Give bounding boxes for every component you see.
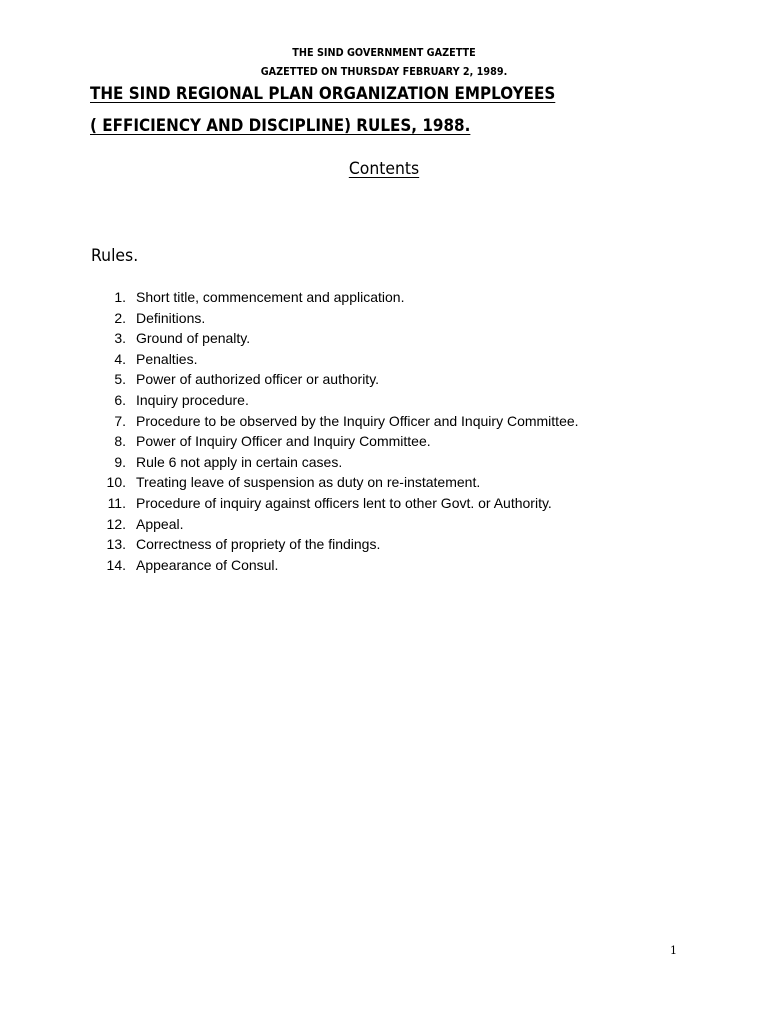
list-item — [0, 493, 768, 514]
list-item — [0, 369, 768, 390]
rule-number: 5. — [114, 371, 126, 388]
gazette-date: GAZETTED ON THURSDAY FEBRUARY 2, 1989. — [260, 66, 508, 78]
rule-title: Procedure of inquiry against officers lent to other Govt. or Authority. — [136, 494, 552, 511]
rule-number: 3. — [114, 330, 126, 347]
rule-title: Treating leave of suspension as duty on re-instatement. — [136, 474, 481, 491]
list-item — [0, 308, 768, 329]
rule-title: Appearance of Consul. — [136, 556, 279, 573]
rule-number: 6. — [114, 391, 126, 408]
rule-number: 14. — [106, 556, 126, 573]
rule-title: Rule 6 not apply in certain cases. — [136, 453, 343, 470]
rule-number: 8. — [114, 433, 126, 450]
rule-title: Appeal. — [136, 515, 184, 532]
rule-number: 9. — [114, 453, 126, 470]
list-item — [0, 452, 768, 473]
rules-heading: Rules. — [91, 246, 139, 266]
gazette-name: THE SIND GOVERNMENT GAZETTE — [292, 47, 476, 59]
rule-title: Penalties. — [136, 350, 198, 367]
rule-number: 13. — [106, 536, 126, 553]
rule-number: 4. — [114, 350, 126, 367]
rule-title: Inquiry procedure. — [136, 391, 249, 408]
rule-title: Correctness of propriety of the findings. — [136, 536, 381, 553]
list-item — [0, 472, 768, 493]
list-item — [0, 534, 768, 555]
rules-list — [0, 287, 768, 575]
rule-title: Short title, commencement and application. — [136, 289, 405, 305]
list-item — [0, 555, 768, 576]
rule-number: 7. — [114, 412, 126, 429]
rule-number: 12. — [106, 515, 126, 532]
list-item — [0, 390, 768, 411]
rule-title: Procedure to be observed by the Inquiry Officer and Inquiry Committee. — [136, 412, 579, 429]
list-item — [0, 431, 768, 452]
rule-title: Power of authorized officer or authority. — [136, 371, 380, 388]
document-title-line-2: ( EFFICIENCY AND DISCIPLINE) RULES, 1988. — [90, 116, 471, 135]
rule-number: 10. — [106, 474, 126, 491]
contents-heading: Contents — [348, 159, 420, 179]
rule-number: 11. — [107, 494, 126, 511]
rule-title: Definitions. — [136, 309, 206, 326]
list-item — [0, 328, 768, 349]
rule-title: Power of Inquiry Officer and Inquiry Committee. — [136, 433, 431, 450]
rule-number: 2. — [114, 309, 126, 326]
document-title-line-1: THE SIND REGIONAL PLAN ORGANIZATION EMPLOYEES — [90, 84, 556, 103]
rule-title: Ground of penalty. — [136, 330, 251, 347]
list-item — [0, 287, 768, 308]
list-item — [0, 514, 768, 535]
page-number: 1 — [670, 944, 677, 957]
list-item — [0, 349, 768, 370]
rule-number: 1. — [114, 289, 126, 305]
list-item — [0, 411, 768, 432]
